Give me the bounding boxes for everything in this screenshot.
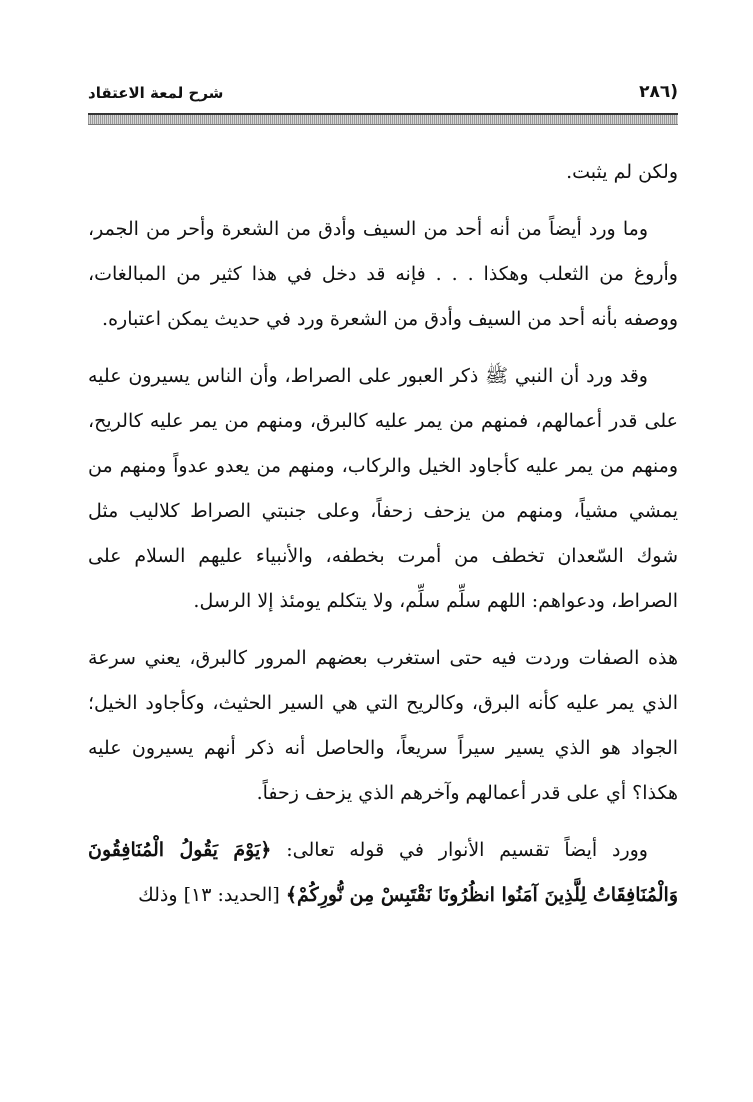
header-divider bbox=[88, 113, 678, 125]
paragraph: هذه الصفات وردت فيه حتى استغرب بعضهم المرور كالبرق، يعني سرعة الذي يمر عليه كأنه البرق، وكالريح التي هي السير الحثيث، وكأجاود الخيل؛ الجواد هو الذي يسير سيراً سريعاً، والحاصل أنه ذكر أنهم يسيرون عليه هكذا؟ أي على قدر أعمالهم وآخرهم الذي يزحف زحفاً. bbox=[88, 647, 678, 804]
paragraph-with-quran-verse bbox=[88, 828, 678, 918]
verse-reference: [الحديد: ١٣] وذلك bbox=[138, 884, 286, 906]
book-title: شرح لمعة الاعتقاد bbox=[88, 84, 224, 102]
paragraph: وما ورد أيضاً من أنه أحد من السيف وأدق من الشعرة وأحر من الجمر، وأروغ من الثعلب وهكذا . . . فإنه قد دخل في هذا كثير من المبالغات، ووصفه بأنه أحد من السيف وأدق من الشعرة ورد في حديث يمكن اعتباره. bbox=[88, 218, 678, 330]
page-number: (٢٨٦ bbox=[639, 82, 678, 102]
running-header bbox=[88, 80, 678, 110]
paragraph: وقد ورد أن النبي ﷺ ذكر العبور على الصراط، وأن الناس يسيرون عليه على قدر أعمالهم، فمنهم من يمر عليه كالبرق، ومنهم من يمر عليه كالريح، ومنهم من يمر عليه كأجاود الخيل والركاب، ومنهم من يعدو عدواً ومنهم من يمشي مشياً، ومنهم من يزحف زحفاً، وعلى جنبتي الصراط كلاليب مثل شوك السّعدان تخطف من أمرت بخطفه، والأنبياء عليهم السلام على الصراط، ودعواهم: اللهم سلِّم سلِّم، ولا يتكلم يومئذ إلا الرسل. bbox=[88, 365, 678, 612]
paragraph-intro: وورد أيضاً تقسيم الأنوار في قوله تعالى: bbox=[271, 839, 648, 861]
page-body bbox=[88, 150, 678, 930]
quran-verse: ﴿يَوْمَ يَقُولُ الْمُنَافِقُونَ وَالْمُنَافِقَاتُ لِلَّذِينَ آمَنُوا انظُرُونَا نَقْتَبِسْ مِن نُّورِكُمْ﴾ bbox=[88, 839, 678, 906]
paragraph: ولكن لم يثبت. bbox=[566, 161, 678, 183]
